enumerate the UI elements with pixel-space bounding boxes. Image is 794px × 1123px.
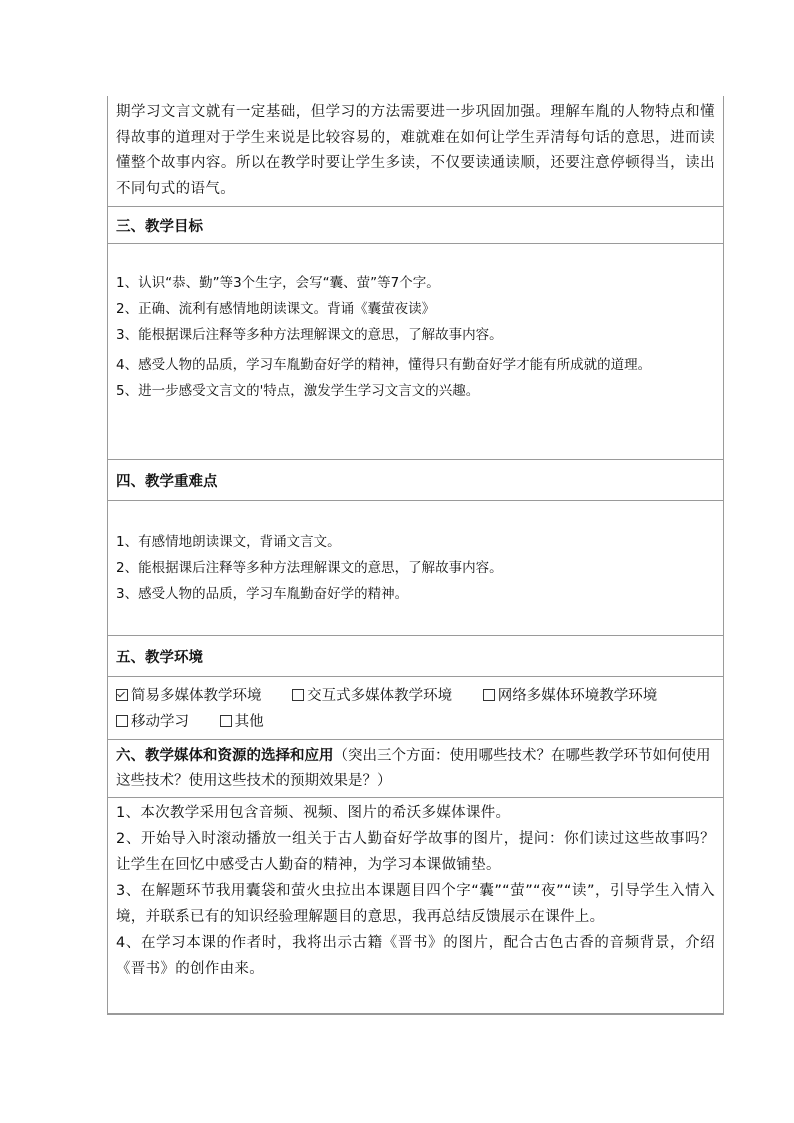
keypoint-item: 3、感受人物的品质，学习车胤勤奋好学的精神。 [116, 586, 409, 602]
section6-title: 六、教学媒体和资源的选择和应用 [116, 748, 334, 764]
env-option-network[interactable]: 网络多媒体环境教学环境 [483, 683, 658, 709]
section5-header [108, 636, 723, 677]
section3-body [108, 244, 723, 460]
goal-item: 2、正确、流利有感情地朗读课文。背诵《囊萤夜读》 [116, 301, 436, 317]
section3-header [108, 207, 723, 244]
env-option-interactive[interactable]: 交互式多媒体教学环境 [292, 683, 452, 709]
section4-title: 四、教学重难点 [116, 473, 218, 490]
checkbox-icon[interactable] [116, 715, 128, 727]
intro-cell [108, 96, 723, 207]
env-option-mobile[interactable]: 移动学习 [116, 709, 189, 735]
section5-body [108, 677, 723, 740]
env-option-other[interactable]: 其他 [220, 709, 264, 735]
section6-note: （突出三个方面：使用哪些技术？在哪些教学环节如何使用这些技术？使用这些技术的预期效果是？） [116, 748, 711, 789]
section4-header [108, 460, 723, 501]
intro-text: 期学习文言文就有一定基础，但学习的方法需要进一步巩固加强。理解车胤的人物特点和懂得故事的道理对于学生来说是比较容易的，难就难在如何让学生弄清每句话的意思，进而读懂整个故事内容。所以在教学时要让学生多读，不仅要读通读顺，还要注意停顿得当，读出不同句式的语气。 [116, 104, 715, 197]
section3-title: 三、教学目标 [116, 218, 203, 235]
lesson-plan-table [107, 96, 724, 1015]
section5-title: 五、教学环境 [116, 649, 203, 666]
media-item: 2、开始导入时滚动播放一组关于古人勤奋好学故事的图片，提问：你们读过这些故事吗？让学生在回忆中感受古人勤奋的精神，为学习本课做铺垫。 [116, 831, 715, 873]
goal-item: 3、能根据课后注释等多种方法理解课文的意思，了解故事内容。 [116, 327, 503, 343]
goal-item: 4、感受人物的品质，学习车胤勤奋好学的精神，懂得只有勤奋好学才能有所成就的道理。 [116, 357, 652, 373]
section6-body [108, 798, 723, 1014]
goal-item: 1、认识“恭、勤”等3个生字，会写“囊、萤”等7个字。 [116, 275, 440, 291]
checkbox-icon[interactable] [292, 689, 304, 701]
checkbox-checked-icon[interactable] [116, 689, 128, 701]
section6-header [108, 740, 723, 798]
keypoint-item: 1、有感情地朗读课文，背诵文言文。 [116, 534, 341, 550]
goal-item: 5、进一步感受文言文的'特点，激发学生学习文言文的兴趣。 [116, 383, 480, 399]
media-item: 3、在解题环节我用囊袋和萤火虫拉出本课题目四个字“囊”“萤”“夜”“读”，引导学生入情入境，并联系已有的知识经验理解题目的意思，我再总结反馈展示在课件上。 [116, 883, 715, 925]
checkbox-icon[interactable] [220, 715, 232, 727]
checkbox-icon[interactable] [483, 689, 495, 701]
keypoint-item: 2、能根据课后注释等多种方法理解课文的意思，了解故事内容。 [116, 560, 503, 576]
media-item: 4、在学习本课的作者时，我将出示古籍《晋书》的图片，配合古色古香的音频背景，介绍《晋书》的创作由来。 [116, 935, 715, 977]
section4-body [108, 501, 723, 636]
media-item: 1、本次教学采用包含音频、视频、图片的希沃多媒体课件。 [116, 805, 511, 821]
env-option-simple[interactable]: 简易多媒体教学环境 [116, 683, 262, 709]
